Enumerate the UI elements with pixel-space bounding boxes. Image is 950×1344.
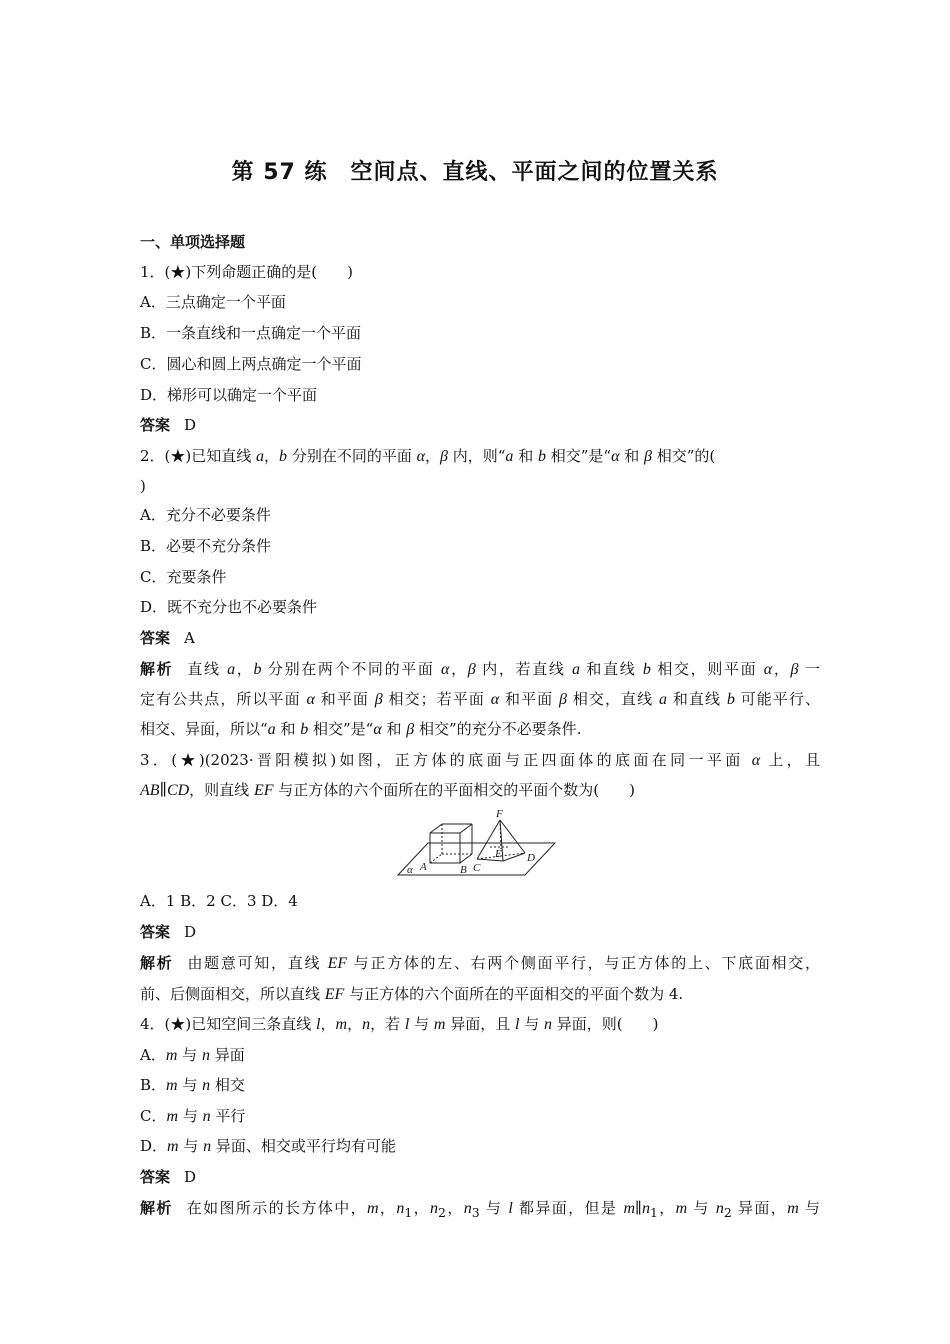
q1-answer [140,415,196,435]
q1-option-c: C．圆心和圆上两点确定一个平面 [140,355,362,373]
q2-option-b: B．必要不充分条件 [140,537,272,555]
label-d: D [527,852,535,864]
q2-stem-cont: ) [140,477,146,495]
q1-stem: 1．(★)下列命题正确的是( ) [140,263,353,281]
q3-options: A．1 B．2 C．3 D．4 [140,892,298,910]
label-a: A [420,861,427,873]
q1-option-b: B．一条直线和一点确定一个平面 [140,324,362,342]
q2-option-d: D．既不充分也不必要条件 [140,598,318,616]
page-title: 第 57 练 空间点、直线、平面之间的位置关系 [231,160,719,185]
q2-analysis-3: 相交、异面，所以“a 和 b 相交”是“α 和 β 相交”的充分不必要条件. [140,720,582,738]
label-b: B [460,864,467,876]
q2-answer: 答案 A [140,629,195,647]
label-f: F [496,808,503,820]
label-c: C [473,862,481,874]
q2-analysis-1: 解析 直线 a，b 分别在两个不同的平面 α，β 内，若直线 a 和直线 b 相交，则平面 α，β 一 [140,660,820,678]
label-alpha: α [407,864,413,876]
q3-analysis-1: 解析 由题意可知，直线 EF 与正方体的左、右两个侧面平行，与正方体的上、下底面相交， [140,954,820,972]
q4-answer: 答案 D [140,1168,197,1186]
answer-label: 答案 [140,416,171,434]
q3-stem-cont: AB∥CD，则直线 EF 与正方体的六个面所在的平面相交的平面个数为( ) [140,781,635,799]
section-heading: 一、单项选择题 [140,233,246,251]
q4-stem: 4．(★)已知空间三条直线 l，m，n，若 l 与 m 异面，且 l 与 n 异面，则( ) [140,1015,659,1033]
q4-option-a: A．m 与 n 异面 [140,1046,245,1064]
q3-analysis-2: 前、后侧面相交，所以直线 EF 与正方体的六个面所在的平面相交的平面个数为 4. [140,985,684,1003]
q3-answer: 答案 D [140,923,197,941]
q2-analysis-2: 定有公共点，所以平面 α 和平面 β 相交；若平面 α 和平面 β 相交，直线 a 和直线 b 可能平行、 [140,690,820,708]
label-e: E [495,848,502,860]
q2-stem: 2．(★)已知直线 a，b 分别在不同的平面 α，β 内，则“a 和 b 相交”是“α 和 β 相交”的( [140,447,716,465]
q4-option-c: C．m 与 n 平行 [140,1107,246,1125]
q2-option-c: C．充要条件 [140,568,227,586]
q2-option-a: A．充分不必要条件 [140,506,271,524]
q1-option-a: A．三点确定一个平面 [140,293,286,311]
q1-option-d: D．梯形可以确定一个平面 [140,386,318,404]
answer-value: D [184,416,197,434]
q4-option-b: B．m 与 n 相交 [140,1076,245,1094]
q4-analysis-1: 解析 在如图所示的长方体中，m，$n_1$，$n_2$，$n_3$ 与 l 都异面，但是 $m\parallel n_1$，m 与 $n_2$ 异面，m 与 [140,1199,820,1220]
cube-tetrahedron-figure [395,805,560,880]
q4-option-d: D．m 与 n 异面、相交或平行均有可能 [140,1137,396,1155]
q3-stem: 3．(★)(2023·晋阳模拟)如图，正方体的底面与正四面体的底面在同一平面 α 上，且 [140,751,820,769]
